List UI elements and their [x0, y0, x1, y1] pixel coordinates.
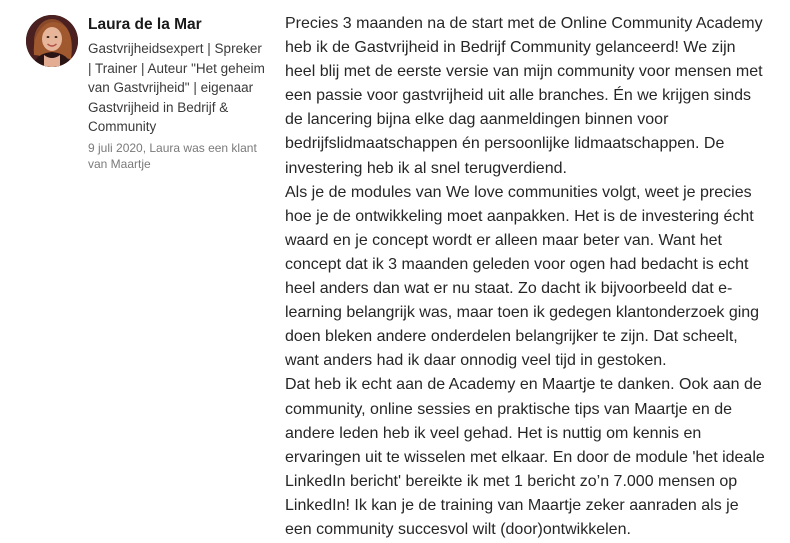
recommendation-date-relationship: 9 juli 2020, Laura was een klant van Maartje: [88, 140, 257, 171]
author-name[interactable]: Laura de la Mar: [88, 16, 202, 33]
recommendation-paragraph: Als je de modules van We love communities volgt, weet je precies hoe je de ontwikkeling moet aanpakken. Het is de investering écht waard en je concept wordt er alleen maar beter van. Want het concept dat ik 3 maanden geleden voor ogen had bedacht is echt heel anders dan wat er nu staat. Zo dacht ik bijvoorbeeld dat e-learning belangrijk was, maar toen ik gedegen klantonderzoek ging doen bleken andere onderdelen belangrijker te zijn. Dat scheelt, want anders had ik daar onnodig veel tijd in gestoken.: [285, 183, 760, 370]
profile-photo-icon: [26, 15, 78, 67]
author-info: [88, 15, 266, 172]
author-headline: Gastvrijheidsexpert | Spreker | Trainer | Auteur "Het geheim van Gastvrijheid" | eigenaar Gastvrijheid in Bedrijf & Community: [88, 41, 265, 134]
recommendation-text: [285, 12, 765, 542]
recommendation-paragraph: Precies 3 maanden na de start met de Online Community Academy heb ik de Gastvrijheid in Bedrijf Community gelanceerd! We zijn heel blij met de eerste versie van mijn community voor mensen met een passie voor gastvrijheid uit alle branches. Én we krijgen sinds de lancering bijna elke dag aanmeldingen binnen voor bedrijfslidmaatschappen én persoonlijke lidmaatschappen. De investering heb ik al snel terugverdiend.: [285, 15, 763, 177]
recommendation-paragraph: Dat heb ik echt aan de Academy en Maartje te danken. Ook aan de community, online sessies en praktische tips van Maartje en de andere leden heb ik veel gehad. Het is nuttig om kennis en ervaringen uit te wisselen met elkaar. En door de module 'het ideale LinkedIn bericht' bereikte ik met 1 bericht zo’n 7.000 mensen op LinkedIn! Ik kan je de training van Maartje zeker aanraden als je een community succesvol wilt (door)ontwikkelen.: [285, 376, 765, 538]
author-avatar[interactable]: [26, 15, 78, 67]
